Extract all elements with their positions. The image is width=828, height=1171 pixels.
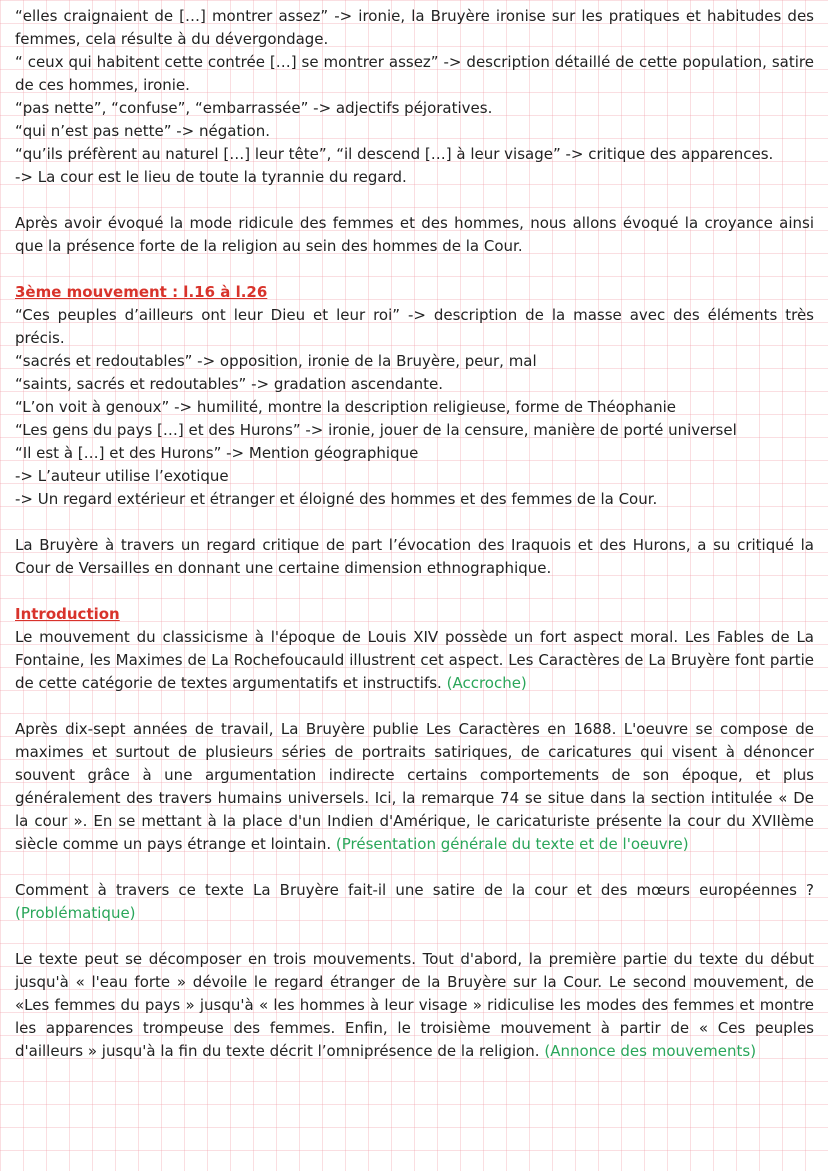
intro-p3-note: (Problématique) [15,904,136,922]
mouvement3-line: “Il est à […] et des Hurons” -> Mention géographique [15,444,419,462]
block1-line: “qui n’est pas nette” -> négation. [15,122,270,140]
mouvement3-heading: 3ème mouvement : l.16 à l.26 [15,283,268,301]
mouvement3-line: “saints, sacrés et redoutables” -> gradation ascendante. [15,375,444,393]
mouvement3-line: “Ces peuples d’ailleurs ont leur Dieu et leur roi” -> description de la masse avec des éléments très précis. [15,306,814,347]
mouvement3-line: “L’on voit à genoux” -> humilité, montre la description religieuse, forme de Théophanie [15,398,676,416]
mouvement3-line: “sacrés et redoutables” -> opposition, ironie de la Bruyère, peur, mal [15,352,537,370]
intro-p2-text: Après dix-sept années de travail, La Bruyère publie Les Caractères en 1688. L'oeuvre se compose de maximes et surtout de plusieurs séries de portraits satiriques, de caricatures qui visent à dénoncer souvent grâce à une argumentation indirecte certains comportements de son époque, et plus généralement des travers humains universels. Ici, la remarque 74 se situe dans la section intitulée « De la cour ». En se mettant à la place d'un Indien d'Amérique, le caricaturiste présente la cour du XVIIème siècle comme un pays étrange et lointain. [15,720,814,853]
mouvement3-line: -> L’auteur utilise l’exotique [15,467,229,485]
introduction-heading: Introduction [15,605,120,623]
mouvement3-line: “Les gens du pays […] et des Hurons” -> ironie, jouer de la censure, manière de porté universel [15,421,737,439]
intro-p1-note: (Accroche) [446,674,527,692]
intro-p2-note: (Présentation générale du texte et de l'oeuvre) [335,835,689,853]
intro-p1-text: Le mouvement du classicisme à l'époque de Louis XIV possède un fort aspect moral. Les Fables de La Fontaine, les Maximes de La Rochefoucauld illustrent cet aspect. Les Caractères de La Bruyère font partie de cette catégorie de textes argumentatifs et instructifs. [15,628,814,692]
intro-presentation [15,718,814,856]
intro-problematique [15,879,814,925]
intro-annonce [15,948,814,1063]
block1-line: “qu’ils préfèrent au naturel […] leur tête”, “il descend […] à leur visage” -> critique des apparences. [15,145,774,163]
transition-paragraph: Après avoir évoqué la mode ridicule des femmes et des hommes, nous allons évoqué la croyance ainsi que la présence forte de la religion au sein des hommes de la Cour. [15,214,814,255]
mouvement3-line: -> Un regard extérieur et étranger et éloigné des hommes et des femmes de la Cour. [15,490,658,508]
block1-line: “ ceux qui habitent cette contrée […] se montrer assez” -> description détaillé de cette population, satire de ces hommes, ironie. [15,53,814,94]
block1-line: “pas nette”, “confuse”, “embarrassée” -> adjectifs péjoratives. [15,99,493,117]
block1-line: “elles craignaient de […] montrer assez” -> ironie, la Bruyère ironise sur les pratiques et habitudes des femmes, cela résulte à du dévergondage. [15,7,814,48]
intro-p3-text: Comment à travers ce texte La Bruyère fait-il une satire de la cour et des mœurs européennes ? [15,881,814,899]
intro-accroche [15,626,814,695]
intro-p4-note: (Annonce des mouvements) [544,1042,757,1060]
block1-line: -> La cour est le lieu de toute la tyrannie du regard. [15,168,407,186]
conclusion-paragraph: La Bruyère à travers un regard critique de part l’évocation des Iraquois et des Hurons, a su critiqué la Cour de Versailles en donnant une certaine dimension ethnographique. [15,536,814,577]
intro-p4-text: Le texte peut se décomposer en trois mouvements. Tout d'abord, la première partie du texte du début jusqu'à « l'eau forte » dévoile le regard étranger de la Bruyère sur la Cour. Le second mouvement, de «Les femmes du pays » jusqu'à « les hommes à leur visage » ridiculise les modes des femmes et montre les apparences trompeuse des femmes. Enfin, le troisième mouvement à partir de « Ces peuples d'ailleurs » jusqu'à la fin du texte décrit l’omniprésence de la religion. [15,950,814,1060]
